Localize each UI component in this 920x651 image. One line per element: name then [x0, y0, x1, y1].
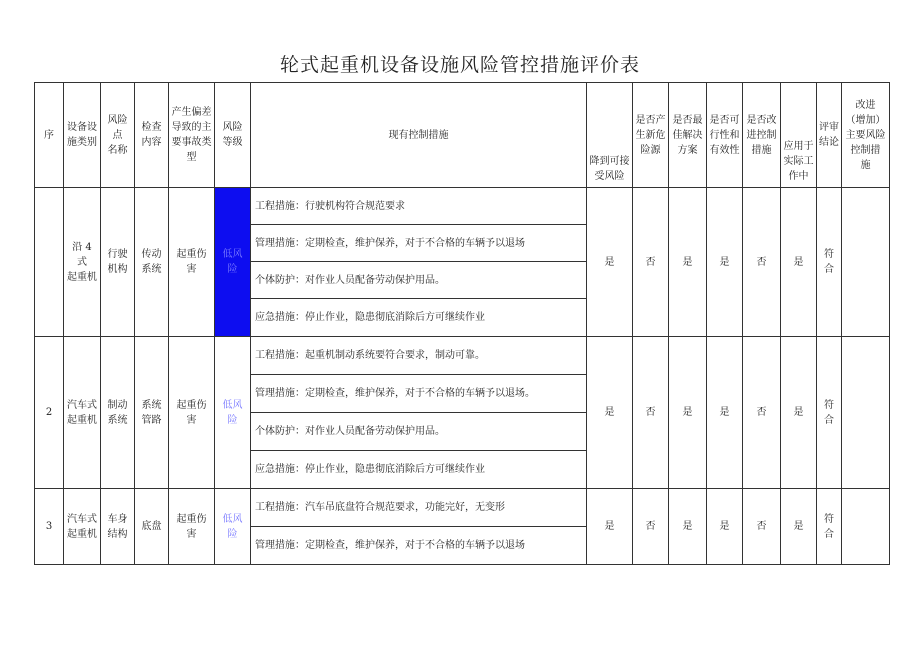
cell-reduce: 是: [587, 489, 633, 565]
cell-best: 是: [669, 188, 707, 337]
cell-review: 符 合: [817, 337, 842, 489]
cell-best: 是: [669, 337, 707, 489]
cell-category: 汽车式 起重机: [64, 337, 101, 489]
cell-risk-level: 低风 险: [215, 337, 251, 489]
cell-measure: 管理措施：定期检查，维护保养，对于不合格的车辆予以退场。: [251, 375, 587, 413]
header-check: 检查 内容: [135, 83, 169, 188]
cell-hazard: 起重伤 害: [169, 489, 215, 565]
cell-check: 传动 系统: [135, 188, 169, 337]
cell-add: [842, 337, 890, 489]
header-improve: 是否改 进控制 措施: [743, 83, 781, 188]
header-risk-point: 风险点 名称: [101, 83, 135, 188]
cell-improve: 否: [743, 337, 781, 489]
cell-hazard: 起重伤 害: [169, 188, 215, 337]
cell-measure: 管理措施：定期检查，维护保养，对于不合格的车辆予以退场: [251, 225, 587, 262]
cell-hazard: 起重伤 害: [169, 337, 215, 489]
cell-improve: 否: [743, 188, 781, 337]
cell-seq: 2: [35, 337, 64, 489]
header-reduce: 降到可接 受风险: [587, 83, 633, 188]
cell-reduce: 是: [587, 337, 633, 489]
table-row: [35, 489, 890, 527]
header-category: 设备设 施类别: [64, 83, 101, 188]
cell-check: 系统 管路: [135, 337, 169, 489]
cell-category: 沿 4 式 起重机: [64, 188, 101, 337]
header-level: 风险 等级: [215, 83, 251, 188]
cell-apply: 是: [781, 489, 817, 565]
header-hazard: 产生偏差 导致的主 要事故类 型: [169, 83, 215, 188]
header-best: 是否最 佳解决 方案: [669, 83, 707, 188]
cell-add: [842, 489, 890, 565]
cell-review: 符 合: [817, 489, 842, 565]
cell-risk-level: 低风 险: [215, 188, 251, 337]
header-new-risk: 是否产 生新危 险源: [633, 83, 669, 188]
table-row: [35, 337, 890, 375]
cell-measure: 应急措施：停止作业，隐患彻底消除后方可继续作业: [251, 299, 587, 337]
risk-control-table: [34, 82, 890, 565]
header-add: 改进 （增加） 主要风险 控制措 施: [842, 83, 890, 188]
header-seq: 序: [35, 83, 64, 188]
cell-risk-level: 低风 险: [215, 489, 251, 565]
cell-seq: [35, 188, 64, 337]
header-measures: 现有控制措施: [251, 83, 587, 188]
header-row: [35, 83, 890, 188]
cell-apply: 是: [781, 188, 817, 337]
cell-review: 符 合: [817, 188, 842, 337]
header-feasible: 是否可 行性和 有效性: [707, 83, 743, 188]
cell-best: 是: [669, 489, 707, 565]
table-row: [35, 188, 890, 225]
cell-add: [842, 188, 890, 337]
cell-measure: 工程措施：起重机制动系统要符合要求，制动可靠。: [251, 337, 587, 375]
cell-feasible: 是: [707, 489, 743, 565]
cell-measure: 工程措施：汽车吊底盘符合规范要求，功能完好，无变形: [251, 489, 587, 527]
cell-measure: 管理措施：定期检查，维护保养，对于不合格的车辆予以退场: [251, 527, 587, 565]
cell-new-risk: 否: [633, 188, 669, 337]
header-review: 评审 结论: [817, 83, 842, 188]
cell-improve: 否: [743, 489, 781, 565]
cell-risk-point: 车身 结构: [101, 489, 135, 565]
cell-reduce: 是: [587, 188, 633, 337]
cell-measure: 工程措施：行驶机构符合规范要求: [251, 188, 587, 225]
cell-risk-point: 制动 系统: [101, 337, 135, 489]
cell-seq: 3: [35, 489, 64, 565]
cell-measure: 个体防护：对作业人员配备劳动保护用品。: [251, 262, 587, 299]
cell-feasible: 是: [707, 337, 743, 489]
cell-check: 底盘: [135, 489, 169, 565]
cell-new-risk: 否: [633, 489, 669, 565]
cell-feasible: 是: [707, 188, 743, 337]
cell-measure: 应急措施：停止作业，隐患彻底消除后方可继续作业: [251, 451, 587, 489]
header-apply: 应用于 实际工 作中: [781, 83, 817, 188]
cell-category: 汽车式 起重机: [64, 489, 101, 565]
cell-apply: 是: [781, 337, 817, 489]
cell-risk-point: 行驶 机构: [101, 188, 135, 337]
document-title: 轮式起重机设备设施风险管控措施评价表: [279, 54, 640, 76]
cell-new-risk: 否: [633, 337, 669, 489]
cell-measure: 个体防护：对作业人员配备劳动保护用品。: [251, 413, 587, 451]
